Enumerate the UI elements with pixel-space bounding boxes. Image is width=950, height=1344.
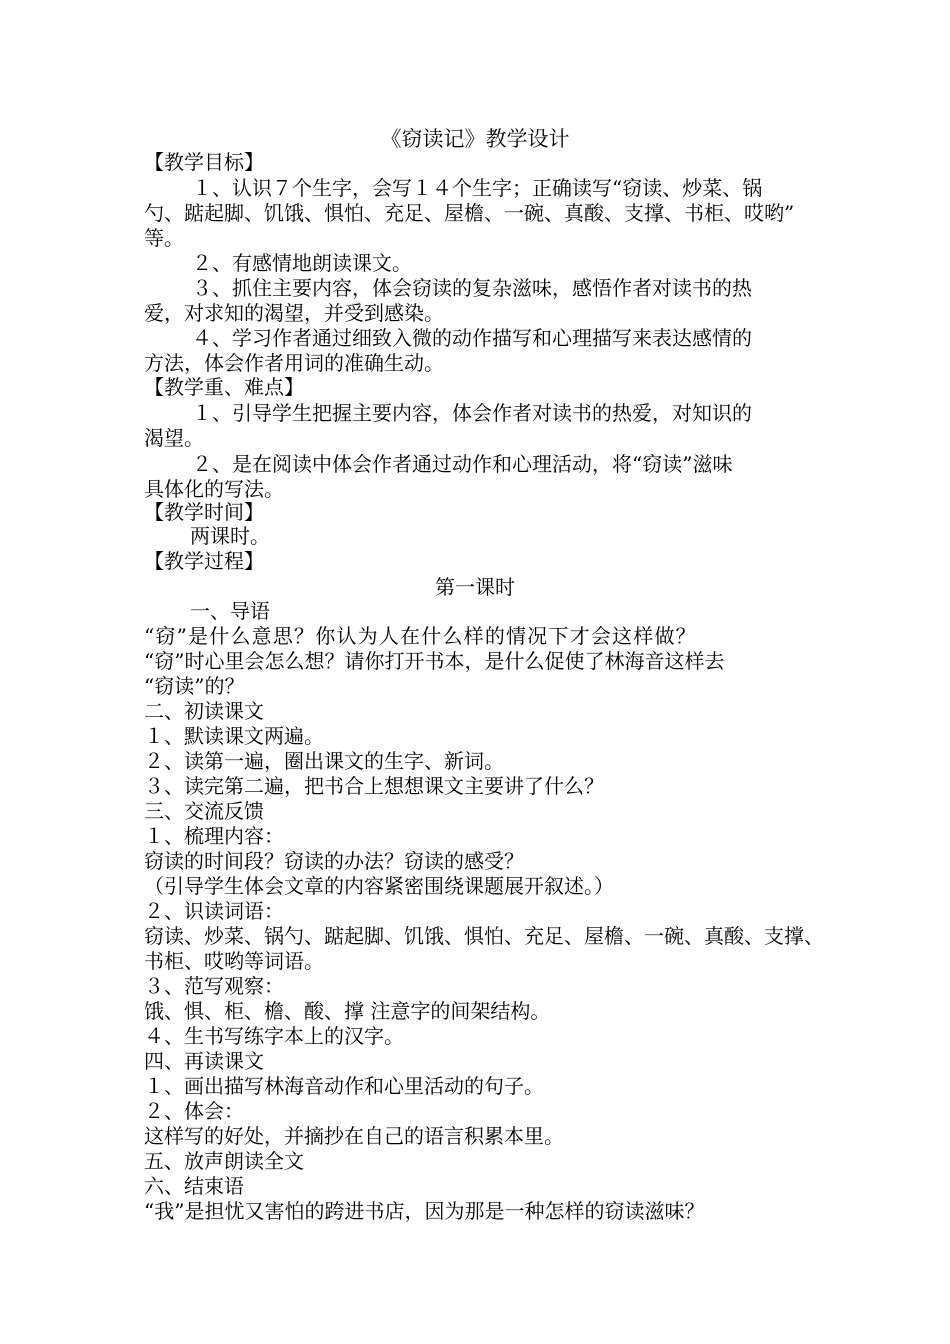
step-4-item-2-text: 这样写的好处，并摘抄在自己的语言积累本里。 [144,1124,564,1148]
step-1-text-cont: “窃”时心里会怎么想？请你打开书本，是什么促使了林海音这样去 [144,649,725,673]
section-heading-time: 【教学时间】 [144,500,264,524]
step-2-item-3: ３、读完第二遍，把书合上想想课文主要讲了什么？ [144,774,604,798]
step-3-item-2-words: 窃读、炒菜、锅勺、踮起脚、饥饿、惧怕、充足、屋檐、一碗、真酸、支撑、 [144,924,824,948]
objective-item-1-cont: 勺、踮起脚、饥饿、惧怕、充足、屋檐、一碗、真酸、支撑、书柜、哎哟” [144,201,795,225]
step-3-heading: 三、交流反馈 [144,799,264,823]
step-1-text-end: “窃读”的？ [144,674,245,698]
document-title: 《窃读记》教学设计 [380,127,570,151]
step-3-item-3-text: 饿、惧、柜、檐、酸、撑 注意字的间架结构。 [144,999,551,1023]
objective-item-3: ３、抓住主要内容，体会窃读的复杂滋味，感悟作者对读书的热 [192,276,752,300]
step-4-item-2: ２、体会： [144,1099,244,1123]
section-heading-objectives: 【教学目标】 [144,150,264,174]
key-point-item-2: ２、是在阅读中体会作者通过动作和心理活动，将“窃读”滋味 [192,452,733,476]
objective-item-1: １、认识７个生字，会写１４个生字；正确读写“窃读、炒菜、锅 [192,176,763,200]
step-4-item-1: １、画出描写林海音动作和心里活动的句子。 [144,1074,544,1098]
step-2-item-1: １、默读课文两遍。 [144,724,324,748]
objective-item-4-cont: 方法，体会作者用词的准确生动。 [144,351,444,375]
section-heading-key-points: 【教学重、难点】 [144,375,304,399]
step-3-item-1-note: （引导学生体会文章的内容紧密围绕课题展开叙述。） [144,874,614,898]
objective-item-4: ４、学习作者通过细致入微的动作描写和心理描写来表达感情的 [192,326,752,350]
step-3-item-3: ３、范写观察： [144,974,284,998]
step-1-heading: 一、导语 [190,599,270,623]
objective-item-2: ２、有感情地朗读课文。 [192,251,412,275]
time-text: 两课时。 [190,524,270,548]
step-4-heading: 四、再读课文 [144,1049,264,1073]
lesson-title: 第一课时 [435,575,515,599]
step-6-text: “我”是担忧又害怕的跨进书店，因为那是一种怎样的窃读滋味？ [144,1199,705,1223]
step-3-item-2: ２、识读词语： [144,899,284,923]
step-3-item-2-words-cont: 书柜、哎哟等词语。 [144,949,324,973]
objective-item-3-cont: 爱，对求知的渴望，并受到感染。 [144,301,444,325]
key-point-item-1: １、引导学生把握主要内容，体会作者对读书的热爱，对知识的 [192,401,752,425]
step-2-heading: 二、初读课文 [144,699,264,723]
step-5-heading: 五、放声朗读全文 [144,1149,304,1173]
step-3-item-1-text: 窃读的时间段？窃读的办法？窃读的感受？ [144,849,524,873]
section-heading-process: 【教学过程】 [144,549,264,573]
key-point-item-1-cont: 渴望。 [144,426,204,450]
step-1-text: “窃”是什么意思？你认为人在什么样的情况下才会这样做？ [144,624,697,648]
objective-item-1-end: 等。 [144,226,184,250]
step-3-item-4: ４、生书写练字本上的汉字。 [144,1024,404,1048]
step-6-heading: 六、结束语 [144,1174,244,1198]
key-point-item-2-cont: 具体化的写法。 [144,477,284,501]
step-3-item-1: １、梳理内容： [144,824,284,848]
step-2-item-2: ２、读第一遍，圈出课文的生字、新词。 [144,749,504,773]
